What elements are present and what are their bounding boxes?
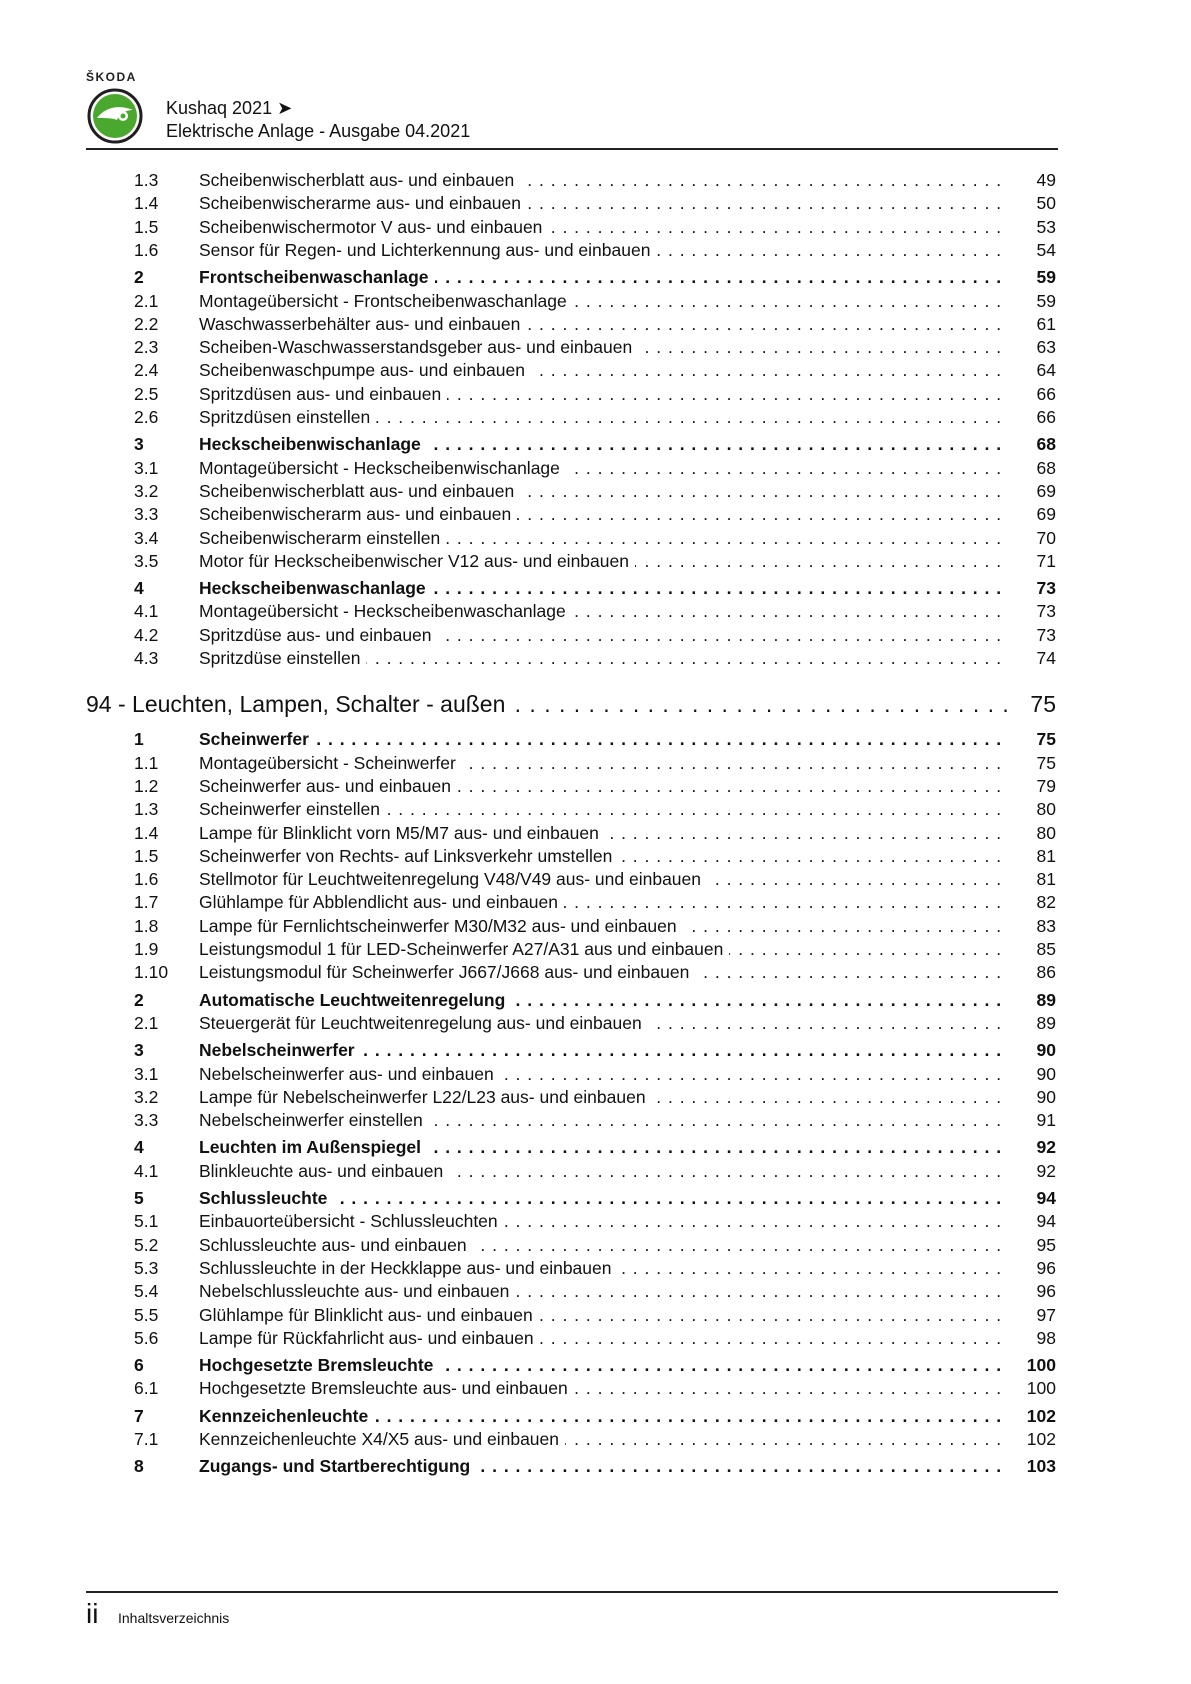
toc-title [199,312,1007,336]
toc-entry[interactable] [0,238,1191,262]
toc-title-text: Spritzdüse aus- und einbauen [199,625,438,645]
toc-title [199,1303,1007,1327]
toc-entry[interactable] [0,1011,1191,1035]
toc-title [199,265,1007,289]
toc-title-text: Steuergerät für Leuchtweitenregelung aus- und einbauen [199,1013,648,1033]
toc-entry[interactable] [0,1108,1191,1132]
toc-title [199,1186,1007,1210]
toc-entry[interactable] [0,382,1191,406]
toc-section[interactable] [0,432,1191,456]
toc-page-number: 100 [1026,1355,1056,1376]
toc-number: 2.5 [134,383,159,404]
toc-section[interactable] [0,727,1191,751]
toc-number: 2 [134,267,144,288]
toc-number: 1.3 [134,170,159,190]
toc-title [199,1279,1007,1303]
document-subtitle: Elektrische Anlage - Ausgabe 04.2021 [166,121,471,141]
toc-title-text: Scheinwerfer [199,729,315,749]
toc-title-text: Scheibenwaschpumpe aus- und einbauen [199,360,531,380]
toc-page-number: 64 [1036,360,1056,381]
toc-title-text: Hochgesetzte Bremsleuchte [199,1355,439,1375]
toc-title [199,890,1007,914]
toc-number: 5 [134,1188,144,1208]
toc-title-text: Montageübersicht - Frontscheibenwaschanlage [199,291,573,311]
toc-section[interactable] [0,1038,1191,1062]
toc-number: 2.3 [134,337,159,358]
toc-title [199,1454,1007,1478]
toc-page-number: 81 [1036,845,1056,866]
document-model-title: Kushaq 2021 ➤ [166,98,293,118]
toc-title-text: Scheibenwischermotor V aus- und einbauen [199,217,548,237]
toc-title [199,1427,1007,1451]
toc-title-text: Scheinwerfer von Rechts- auf Linksverkehr umstellen [199,846,618,866]
toc-number: 4.1 [134,1160,159,1181]
toc-title-text: Montageübersicht - Heckscheibenwaschanlage [199,601,572,621]
toc-section[interactable] [0,1404,1191,1428]
toc-number: 5.1 [134,1211,159,1232]
toc-title-text: Glühlampe für Blinklicht aus- und einbauen [199,1305,539,1325]
toc-title-text: Spritzdüse einstellen [199,648,366,668]
toc-entry[interactable] [0,1233,1191,1257]
toc-entry[interactable] [0,599,1191,623]
toc-page-number: 59 [1036,290,1056,311]
toc-title-text: Kennzeichenleuchte [199,1406,374,1426]
toc-title [199,1326,1007,1350]
toc-entry[interactable] [0,646,1191,670]
toc-title [199,988,1007,1012]
toc-title [199,774,1007,798]
toc-page-number: 59 [1036,267,1056,288]
toc-page-number: 94 [1036,1211,1056,1232]
toc-title-text: Nebelscheinwerfer aus- und einbauen [199,1064,500,1084]
toc-title [199,960,1007,984]
toc-page-number: 70 [1036,527,1056,548]
toc-title [199,1108,1007,1132]
toc-number: 1.5 [134,845,159,866]
toc-number: 1.6 [134,869,159,890]
toc-title [199,646,1007,670]
toc-page-number: 80 [1036,822,1056,843]
toc-section[interactable] [0,1135,1191,1159]
toc-title-text: Montageübersicht - Scheinwerfer [199,753,462,773]
toc-entry[interactable] [0,312,1191,336]
toc-entry[interactable] [0,821,1191,845]
toc-page-number: 92 [1036,1137,1056,1158]
toc-title-text: Nebelscheinwerfer [199,1040,361,1060]
toc-number: 2 [134,989,144,1010]
toc-title-text: Motor für Heckscheibenwischer V12 aus- und einbauen [199,551,635,571]
toc-number: 3.5 [134,550,159,571]
toc-number: 3.1 [134,1063,159,1084]
toc-title-text: Waschwasserbehälter aus- und einbauen [199,314,526,334]
toc-title-text: Scheibenwischerblatt aus- und einbauen [199,170,520,190]
toc-title [199,844,1007,868]
toc-number: 1.10 [134,962,169,983]
toc-title [199,727,1007,751]
toc-title [199,1376,1007,1400]
toc-title-text: Heckscheibenwischanlage [199,434,427,454]
toc-entry[interactable] [0,1326,1191,1350]
toc-page-number: 86 [1036,962,1056,983]
toc-title [199,914,1007,938]
toc-title-text: Einbauorteübersicht - Schlussleuchten [199,1211,504,1231]
toc-number: 5.4 [134,1281,159,1302]
toc-title [199,432,1007,456]
toc-entry[interactable] [0,405,1191,429]
toc-section[interactable] [0,988,1191,1012]
toc-title-text: Spritzdüsen einstellen [199,407,376,427]
toc-page-number: 49 [1036,170,1056,190]
toc-page-number: 89 [1036,1012,1056,1033]
toc-page-number: 75 [1036,752,1056,773]
toc-title-text: Scheibenwischerblatt aus- und einbauen [199,481,520,501]
toc-number: 1.9 [134,939,159,959]
toc-number: 2.2 [134,313,159,334]
toc-number: 3 [134,1040,144,1061]
toc-title-text: 94 - Leuchten, Lampen, Schalter - außen [86,691,511,717]
toc-entry[interactable] [0,1303,1191,1327]
header-rule [86,148,1058,150]
toc-title [199,821,1007,845]
toc-page-number: 73 [1036,601,1056,622]
toc-title-text: Lampe für Nebelscheinwerfer L22/L23 aus- und einbauen [199,1087,652,1107]
toc-page-number: 66 [1036,383,1056,404]
toc-title [199,238,1007,262]
toc-page-number: 68 [1036,457,1056,478]
toc-title [199,576,1007,600]
toc-title [199,1256,1007,1280]
toc-title [199,1209,1007,1233]
toc-title [199,335,1007,359]
toc-entry[interactable] [0,191,1191,215]
toc-page-number: 54 [1036,239,1056,260]
toc-number: 2.6 [134,407,159,427]
toc-entry[interactable] [0,623,1191,647]
toc-number: 1.4 [134,822,159,843]
toc-title [199,599,1007,623]
toc-page-number: 71 [1036,550,1056,571]
toc-page-number: 85 [1036,939,1056,959]
toc-title [199,502,1007,526]
toc-entry[interactable] [0,358,1191,382]
toc-number: 5.3 [134,1257,159,1278]
toc-section[interactable] [0,1186,1191,1210]
toc-page-number: 94 [1036,1188,1056,1208]
toc-title-text: Hochgesetzte Bremsleuchte aus- und einbauen [199,1378,574,1398]
toc-entry[interactable] [0,1062,1191,1086]
toc-page-number: 82 [1036,892,1056,913]
toc-title [199,867,1007,891]
toc-number: 3.4 [134,527,159,548]
toc-number: 8 [134,1456,144,1477]
toc-title-text: Zugangs- und Startberechtigung [199,1456,476,1476]
toc-number: 7 [134,1405,144,1426]
toc-title-text: Heckscheibenwaschanlage [199,578,432,598]
toc-title-text: Scheibenwischerarm einstellen [199,528,446,548]
toc-number: 4.2 [134,624,159,645]
toc-title-text: Scheiben-Waschwasserstandsgeber aus- und einbauen [199,337,638,357]
toc-page-number: 80 [1036,799,1056,820]
toc-title-text: Leuchten im Außenspiegel [199,1137,427,1157]
toc-entry[interactable] [0,844,1191,868]
toc-title [199,289,1007,313]
toc-number: 5.2 [134,1234,159,1255]
footer-page-number: ii [86,1598,99,1629]
toc-title [199,479,1007,503]
toc-chapter[interactable] [0,689,1191,719]
toc-number: 5.5 [134,1304,159,1325]
toc-title [199,937,1007,961]
toc-number: 1.5 [134,216,159,237]
toc-entry[interactable] [0,774,1191,798]
toc-title [199,1135,1007,1159]
toc-entry[interactable] [0,937,1191,961]
skoda-logo-icon [87,88,143,144]
brand-wordmark: ŠKODA [86,70,137,84]
toc-title-text: Leistungsmodul 1 für LED-Scheinwerfer A27/A31 aus und einbauen [199,939,729,959]
toc-entry[interactable] [0,1159,1191,1183]
toc-number: 1.8 [134,915,159,936]
toc-title [199,358,1007,382]
toc-number: 6 [134,1355,144,1376]
toc-page-number: 73 [1036,578,1056,599]
toc-page-number: 74 [1036,648,1056,668]
toc-entry[interactable] [0,867,1191,891]
toc-entry[interactable] [0,751,1191,775]
toc-title [199,215,1007,239]
toc-entry[interactable] [0,960,1191,984]
toc-title-text: Glühlampe für Abblendlicht aus- und einbauen [199,892,564,912]
toc-page-number: 50 [1036,193,1056,214]
toc-title [199,1159,1007,1183]
toc-number: 1 [134,729,144,750]
toc-title [199,1085,1007,1109]
toc-title-text: Schlussleuchte aus- und einbauen [199,1235,473,1255]
toc-page-number: 63 [1036,337,1056,358]
toc-number: 3.3 [134,1110,159,1131]
toc-entry[interactable] [0,1256,1191,1280]
toc-page-number: 91 [1036,1110,1056,1131]
toc-page-number: 69 [1036,480,1056,501]
toc-number: 1.2 [134,775,159,796]
toc-title [199,191,1007,215]
toc-page-number: 90 [1036,1086,1056,1107]
toc-number: 4.1 [134,601,159,622]
toc-page-number: 75 [1030,691,1056,718]
toc-entry[interactable] [0,797,1191,821]
toc-page-number: 75 [1036,729,1056,750]
toc-title [199,1353,1007,1377]
toc-page-number: 90 [1036,1040,1056,1061]
toc-section[interactable] [0,576,1191,600]
toc-page-number: 98 [1036,1327,1056,1348]
toc-title [199,456,1007,480]
toc-title-text: Stellmotor für Leuchtweitenregelung V48/V49 aus- und einbauen [199,869,707,889]
toc-title-text: Automatische Leuchtweitenregelung [199,990,511,1010]
toc-title-text: Leistungsmodul für Scheinwerfer J667/J668 aus- und einbauen [199,962,695,982]
toc-page-number: 69 [1036,504,1056,525]
toc-title [199,1233,1007,1257]
toc-number: 5.6 [134,1327,159,1348]
toc-entry[interactable] [0,456,1191,480]
toc-number: 6.1 [134,1378,159,1399]
toc-title [199,751,1007,775]
toc-title [199,168,1007,192]
toc-title-text: Nebelscheinwerfer einstellen [199,1110,429,1130]
toc-page-number: 102 [1026,1429,1056,1449]
toc-number: 2.1 [134,290,159,311]
toc-title [86,689,1007,719]
toc-entry[interactable] [0,289,1191,313]
toc-title-text: Lampe für Rückfahrlicht aus- und einbauen [199,1328,540,1348]
toc-number: 7.1 [134,1429,159,1449]
toc-page-number: 96 [1036,1281,1056,1302]
toc-number: 4 [134,578,144,599]
toc-title-text: Blinkleuchte aus- und einbauen [199,1161,449,1181]
toc-title [199,797,1007,821]
toc-title [199,382,1007,406]
toc-page-number: 97 [1036,1304,1056,1325]
toc-section[interactable] [0,1454,1191,1478]
toc-title [199,1404,1007,1428]
toc-number: 3 [134,434,144,455]
toc-number: 3.2 [134,1086,159,1107]
toc-page-number: 66 [1036,407,1056,427]
toc-number: 4.3 [134,648,159,668]
toc-title-text: Sensor für Regen- und Lichterkennung aus- und einbauen [199,240,656,260]
toc-entry[interactable] [0,1376,1191,1400]
toc-title-text: Lampe für Fernlichtscheinwerfer M30/M32 aus- und einbauen [199,916,683,936]
toc-title [199,1062,1007,1086]
toc-title-text: Kennzeichenleuchte X4/X5 aus- und einbauen [199,1429,565,1449]
toc-page-number: 61 [1036,313,1056,334]
toc-number: 1.1 [134,752,159,773]
toc-title-text: Scheibenwischerarm aus- und einbauen [199,504,517,524]
toc-title-text: Scheinwerfer aus- und einbauen [199,776,457,796]
toc-entry[interactable] [0,914,1191,938]
toc-number: 3.2 [134,480,159,501]
toc-title [199,1038,1007,1062]
toc-entry[interactable] [0,168,1191,192]
toc-entry[interactable] [0,890,1191,914]
toc-page-number: 90 [1036,1063,1056,1084]
toc-entry[interactable] [0,1085,1191,1109]
toc-title-text: Frontscheibenwaschanlage [199,267,435,287]
toc-entry[interactable] [0,502,1191,526]
toc-page-number: 96 [1036,1257,1056,1278]
toc-entry[interactable] [0,1427,1191,1451]
toc-title-text: Schlussleuchte [199,1188,333,1208]
toc-section[interactable] [0,1353,1191,1377]
toc-page-number: 92 [1036,1160,1056,1181]
toc-title-text: Schlussleuchte in der Heckklappe aus- und einbauen [199,1258,618,1278]
toc-number: 1.3 [134,799,159,820]
footer-label: Inhaltsverzeichnis [118,1610,230,1626]
toc-number: 2.1 [134,1012,159,1033]
toc-page-number: 89 [1036,989,1056,1010]
toc-title-text: Scheinwerfer einstellen [199,799,386,819]
toc-page-number: 100 [1026,1378,1056,1399]
toc-title-text: Spritzdüsen aus- und einbauen [199,384,447,404]
toc-page-number: 102 [1026,1405,1056,1426]
toc-title [199,526,1007,550]
toc-page-number: 73 [1036,624,1056,645]
toc-title-text: Scheibenwischerarme aus- und einbauen [199,193,527,213]
toc-entry[interactable] [0,335,1191,359]
toc-entry[interactable] [0,479,1191,503]
toc-page-number: 83 [1036,915,1056,936]
toc-number: 3.1 [134,457,159,478]
toc-number: 1.4 [134,193,159,214]
toc-title-text: Lampe für Blinklicht vorn M5/M7 aus- und einbauen [199,823,605,843]
toc-number: 3.3 [134,504,159,525]
toc-section[interactable] [0,265,1191,289]
toc-page-number: 95 [1036,1234,1056,1255]
toc-title [199,1011,1007,1035]
toc-entry[interactable] [0,1209,1191,1233]
toc-title [199,623,1007,647]
toc-number: 1.6 [134,239,159,260]
toc-title-text: Nebelschlussleuchte aus- und einbauen [199,1281,515,1301]
toc-page-number: 79 [1036,775,1056,796]
footer-rule [86,1591,1058,1593]
toc-entry[interactable] [0,1279,1191,1303]
toc-number: 4 [134,1137,144,1158]
toc-page-number: 68 [1036,434,1056,455]
toc-number: 2.4 [134,360,159,381]
toc-entry[interactable] [0,215,1191,239]
toc-title [199,549,1007,573]
toc-number: 1.7 [134,892,159,913]
toc-entry[interactable] [0,549,1191,573]
toc-page-number: 103 [1026,1456,1056,1477]
toc-page-number: 53 [1036,216,1056,237]
toc-page-number: 81 [1036,869,1056,890]
toc-entry[interactable] [0,526,1191,550]
toc-title [199,405,1007,429]
toc-title-text: Montageübersicht - Heckscheibenwischanlage [199,458,566,478]
